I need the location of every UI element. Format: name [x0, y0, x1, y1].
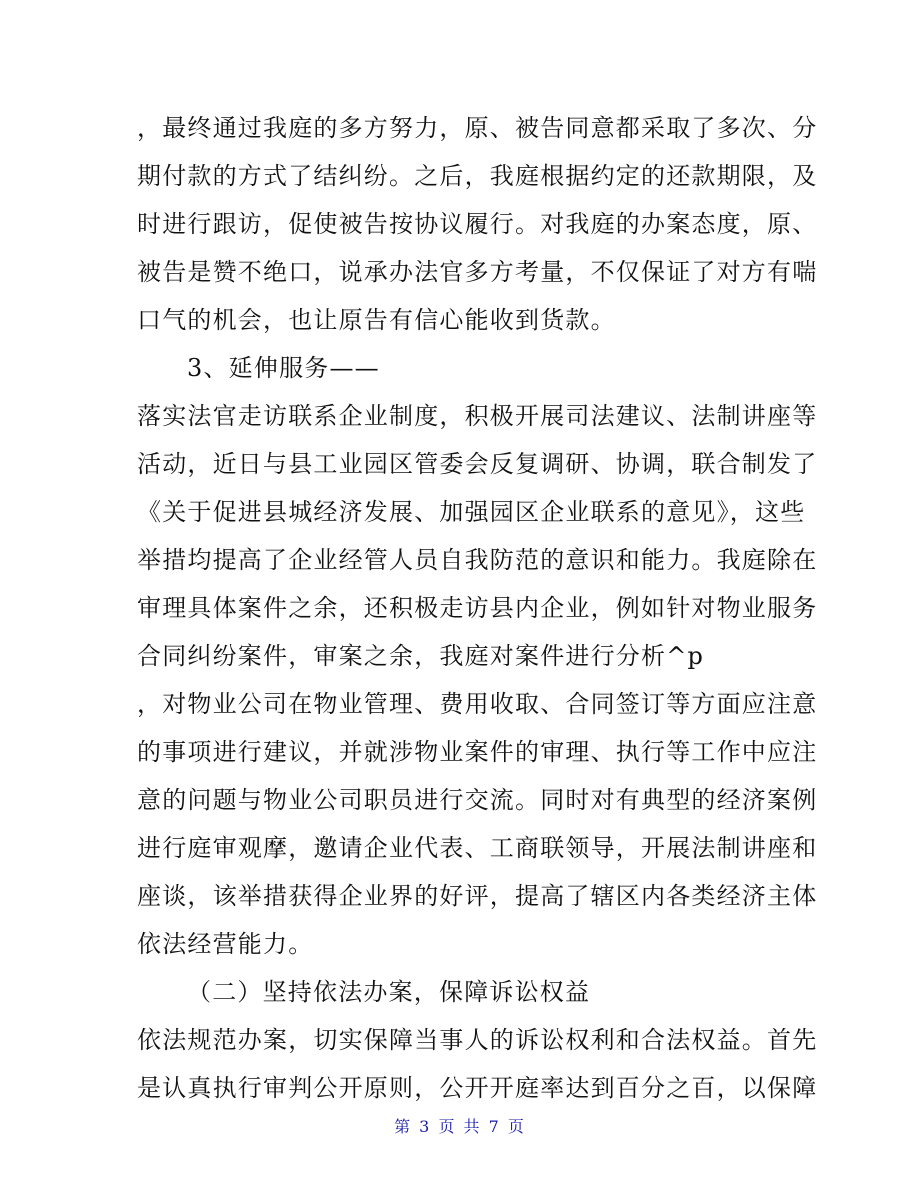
text-line: 依法经营能力。: [137, 930, 314, 958]
text-line: ，对物业公司在物业管理、费用收取、合同签订等方面应注意: [137, 690, 818, 718]
text-line: ，最终通过我庭的多方努力，原、被告同意都采取了多次、分: [137, 114, 818, 142]
text-line: 进行庭审观摩，邀请企业代表、工商联领导，开展法制讲座和: [137, 834, 818, 862]
text-line: 《关于促进县城经济发展、加强园区企业联系的意见》，这些: [137, 498, 806, 526]
text-line: 举措均提高了企业经管人员自我防范的意识和能力。我庭除在: [137, 546, 818, 574]
text-line: 座谈，该举措获得企业界的好评，提高了辖区内各类经济主体: [137, 882, 818, 910]
text-line: 时进行跟访，促使被告按协议履行。对我庭的办案态度，原、: [137, 210, 818, 238]
text-line: 审理具体案件之余，还积极走访县内企业，例如针对物业服务: [137, 594, 818, 622]
text-line: 期付款的方式了结纠纷。之后，我庭根据约定的还款期限，及: [137, 162, 818, 190]
text-line: 依法规范办案，切实保障当事人的诉讼权利和合法权益。首先: [137, 1026, 818, 1054]
text-line: 落实法官走访联系企业制度，积极开展司法建议、法制讲座等: [137, 402, 818, 430]
text-line: 口气的机会，也让原告有信心能收到货款。: [137, 306, 616, 334]
text-line: 活动，近日与县工业园区管委会反复调研、协调，联合制发了: [137, 450, 818, 478]
body-text: [137, 104, 818, 1112]
section-heading: （二）坚持依法办案，保障诉讼权益: [187, 978, 591, 1006]
text-line: 是认真执行审判公开原则，公开开庭率达到百分之百，以保障: [137, 1074, 818, 1102]
text-line: 被告是赞不绝口，说承办法官多方考量，不仅保证了对方有喘: [137, 258, 818, 286]
text-line: 意的问题与物业公司职员进行交流。同时对有典型的经济案例: [137, 786, 818, 814]
text-line: 合同纠纷案件，审案之余，我庭对案件进行分析^p: [137, 642, 705, 670]
section-heading: 3、延伸服务——: [187, 354, 380, 382]
text-line: 的事项进行建议，并就涉物业案件的审理、执行等工作中应注: [137, 738, 818, 766]
page-number-footer: 第 3 页 共 7 页: [394, 1117, 526, 1136]
